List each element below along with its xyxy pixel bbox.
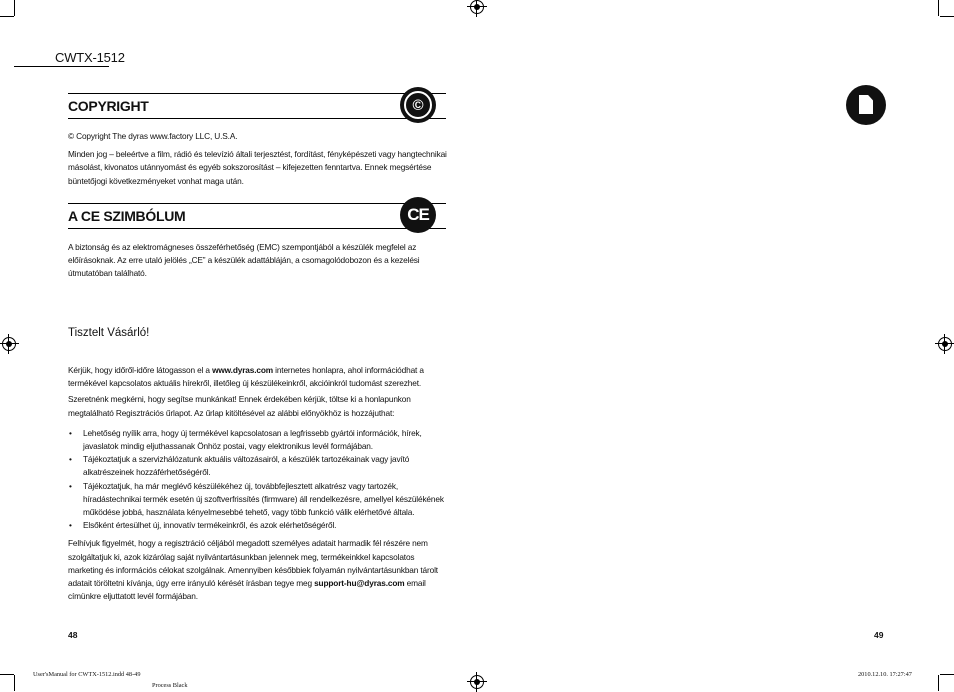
registration-mark-icon — [470, 0, 484, 14]
dealer-info-text — [68, 364, 450, 603]
ce-mark-icon: CE — [400, 197, 436, 233]
ce-heading: A CE SZIMBÓLUM — [68, 208, 186, 224]
footer-file-name: User'sManual for CWTX-1512.indd 48-49 — [33, 671, 141, 678]
copyright-text — [68, 130, 448, 188]
crop-mark — [938, 0, 939, 16]
copyright-line: © Copyright The dyras www.factory LLC, U.S.A. — [68, 131, 238, 141]
ce-heading-bar — [68, 203, 446, 229]
list-item: • Lehetőség nyílik arra, hogy új termékével kapcsolatosan a legfrissebb gyártói információk, hírek, javaslatok mindig eljuthassanak Önhöz postai, vagy elektronikus levél formájában. — [68, 427, 450, 453]
page-number-left: 48 — [68, 630, 78, 640]
crop-mark — [940, 674, 954, 675]
support-email-link[interactable]: support-hu@dyras.com — [314, 578, 405, 589]
footer-process: Process Black — [152, 682, 188, 689]
list-item: • Tájékoztatjuk a szervizhálózatunk aktuális változásairól, a készülék tartozékainak vagy javító alkatrészeinek hozzáférhetőségéről. — [68, 453, 450, 479]
divider — [14, 66, 109, 67]
greeting: Tisztelt Vásárló! — [68, 327, 150, 339]
crop-mark — [14, 0, 15, 16]
footer-date: 2010.12.10. 17:27:47 — [858, 671, 912, 678]
document-icon — [846, 85, 886, 125]
intro-paragraph: Kérjük, hogy időről-időre látogasson el a www.dyras.com internetes honlapra, ahol információdhat a termékével kapcsolatos aktuális hírekről, illetőleg új készülékeinkről, akcióinkról tudomást szerezhet. — [68, 365, 424, 389]
copyright-heading-bar — [68, 93, 446, 119]
register-paragraph: Szeretnénk megkérni, hogy segítse munkánkat! Ennek érdekében kérjük, töltse ki a honlapunkon megtalálható Regisztrációs űrlapot. Az űrlap kitöltésével az alábbi előnyökhöz is hozzájuthat: — [68, 394, 411, 418]
crop-mark — [940, 16, 954, 17]
registration-mark-icon — [470, 675, 484, 689]
ce-text — [68, 241, 448, 281]
copyright-paragraph: Minden jog – beleértve a film, rádió és televízió általi terjesztést, fordítást, fényképészeti vagy hangtechnikai másolást, kivonatos utánnyomást és egyéb sokszorosítást – kifejezetten fenntartva. Ennek megsértése büntetőjogi következményeket vonhat maga után. — [68, 149, 447, 186]
website-link[interactable]: www.dyras.com — [212, 365, 273, 375]
crop-mark — [938, 675, 939, 691]
model-number: CWTX-1512 — [55, 50, 125, 65]
crop-mark — [14, 675, 15, 691]
crop-mark — [0, 674, 14, 675]
page-number-right: 49 — [874, 630, 884, 640]
registration-mark-icon — [2, 337, 16, 351]
copyright-heading: COPYRIGHT — [68, 98, 149, 114]
crop-mark — [0, 16, 14, 17]
benefit-list — [68, 427, 450, 533]
registration-mark-icon — [938, 337, 952, 351]
list-item: • Tájékoztatjuk, ha már meglévő készülékéhez új, továbbfejlesztett alkatrész vagy tartozék, híradástechnikai termék esetén új szoftverfrissítés (firmware) áll rendelkezésre, amellyel készülékének működése jobbá, használata kényelmesebbé tehető, vagy több funkció válik elérhetővé általa. — [68, 480, 450, 520]
list-item: • Elsőként értesülhet új, innovatív termékeinkről, és azok elérhetőségéről. — [68, 519, 450, 532]
copyright-icon: © — [400, 87, 436, 123]
ce-paragraph: A biztonság és az elektromágneses összeférhetőség (EMC) szempontjából a készülék megfelel az előírásoknak. Az erre utaló jelölés „CE” a készülék adattábláján, a csomagolódobozon és a kezelési útmutatóban található. — [68, 242, 420, 279]
privacy-paragraph: Felhívjuk figyelmét, hogy a regisztráció céljából megadott személyes adatait harmadik fél részére nem szolgáltatjuk ki, azok kizárólag saját nyilvántartásunkban jelennek meg, termékeinkkel kapcsolatos marketing és információs célokat szolgálnak. Amennyiben későbbiek folyamán nyilvántartásunkban tárolt adatait töröltetni kívánja, úgy erre irányuló kérését írásban tegye meg support-hu@dyras.com email címünkre eljuttatott levél formájában. — [68, 538, 438, 602]
